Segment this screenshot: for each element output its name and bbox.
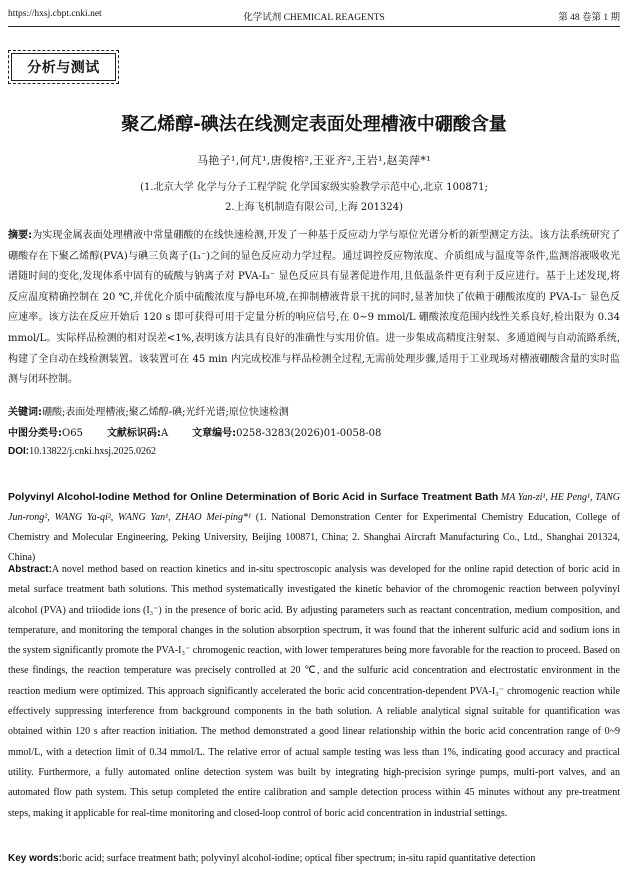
abstract-english — [8, 560, 620, 824]
abstract-label-en: Abstract: — [8, 564, 52, 575]
abstract-text-zh: 为实现金属表面处理槽液中常量硼酸的在线快速检测,开发了一种基于反应动力学与原位光谱分析的新型测定方法。该方法系统研究了硼酸存在下聚乙烯醇(PVA)与碘三负离子(I₃⁻)之间的显色反应动力学过程。通过调控反应物浓度、介质组成与温度等条件,监测溶液吸收光谱随时间的变化,发现体系中固有的硫酸与钠离子对 PVA-I₃⁻ 显色反应具有显著促进作用,且低温条件更有利于反应进行。基于上述发现,将反应温度精确控制在 20 ℃,并优化介质中硫酸浓度与静电环境,在抑制槽液背景干扰的同时,显著加快了依赖于硼酸浓度的 PVA-I₃⁻ 显色反应速率。该方法在反应开始后 120 s 即可获得可用于定量分析的响应信号,在 0~9 mmol/L 硼酸浓度范围内线性关系良好,检出限为 0.34 mmol/L。实际样品检测的相对误差<1%,表明该方法具有良好的准确性与实用价值。进一步集成高精度注射泵、多通道阀与自动流路系统,构建了全自动在线检测装置。该装置可在 45 min 内完成校准与样品检测全过程,无需前处理步骤,适用于工业现场对槽液硼酸含量的实时监测与闭环控制。 — [8, 230, 621, 386]
keywords-label-zh: 关键词: — [8, 407, 42, 418]
english-affiliations: (1. National Demonstration Center for Experimental Chemistry Education, College of Chemistry and Molecular Engineering, Peking University, Beijing 100871, China; 2. Shanghai Aircraft Manufacturing Co., Ltd., Shanghai 201324, China) — [8, 512, 620, 563]
issue-number: 第 48 卷第 1 期 — [558, 13, 620, 23]
header-divider — [8, 26, 620, 27]
english-authors: MA Yan-zi¹, HE Peng¹, TANG Jun-rong², WANG Ya-qi², WANG Yan¹, ZHAO Mei-ping*¹ — [8, 492, 621, 523]
clc-value: O65 — [62, 428, 83, 439]
classification-line — [8, 424, 381, 439]
running-header — [8, 9, 620, 23]
clc-label: 中图分类号: — [8, 428, 62, 439]
article-number-label: 文章编号: — [192, 428, 237, 439]
english-title: Polyvinyl Alcohol-Iodine Method for Online Determination of Boric Acid in Surface Treatment Bath — [8, 491, 499, 503]
section-tag — [8, 50, 119, 84]
english-title-block — [8, 487, 620, 568]
affiliation-line-2: 2.上海飞机制造有限公司,上海 201324) — [225, 202, 403, 213]
keywords-chinese — [8, 403, 620, 418]
keywords-english — [8, 853, 620, 864]
abstract-text-en: A novel method based on reaction kinetics and in-situ spectroscopic analysis was developed for the online rapid detection of boric acid in metal surface treatment bath solutions. This method systematically investigated the kinetic behavior of the chromogenic reaction between polyvinyl alcohol (PVA) and triiodide ions (I₃⁻) in the presence of boric acid. By adjusting parameters such as reactant concentration, medium composition, and temperature, and monitoring the temporal changes in the solution absorption spectrum, it was found that the inherent sulfuric acid and sodium ions in the system significantly promote the PVA-I₃⁻ chromogenic reaction, with lower temperatures being more favorable for the reaction to proceed. Based on these findings, the reaction temperature was precisely controlled at 20 ℃, and the sulfuric acid concentration and electrostatic environment in the reaction medium were optimized. This approach significantly accelerated the boric acid concentration-dependent PVA-I₃⁻ chromogenic reaction while effectively suppressing interference from background components in the bath solution. A reliable analytical signal suitable for quantification was obtained within 120 s after reaction initiation. The method demonstrated a good linear relationship within the boric acid concentration range of 0~9 mmol/L, with a detection limit of 0.34 mmol/L. The relative error of actual sample testing was less than 1%, indicating good accuracy and practical utility. Furthermore, a fully automated online detection system was built by integrating high-precision syringe pumps, multi-port valves, and an automated flow path system. This setup completed the entire calibration and sample detection process within 45 minutes without any pre-treatment steps, making it applicable for real-time monitoring and closed-loop control of boric acid concentration in industrial settings. — [8, 564, 620, 819]
abstract-label-zh: 摘要: — [8, 230, 33, 241]
doc-code-label: 文献标识码: — [106, 428, 161, 439]
keywords-label-en: Key words: — [8, 853, 62, 864]
journal-name: 化学试剂 CHEMICAL REAGENTS — [243, 13, 385, 23]
doi-link[interactable]: 10.13822/j.cnki.hxsj.2025.0262 — [29, 446, 157, 457]
affiliation-line-1: (1.北京大学 化学与分子工程学院 化学国家级实验教学示范中心,北京 100871; — [140, 182, 488, 193]
doi-label: DOI: — [8, 446, 30, 457]
article-title: 聚乙烯醇-碘法在线测定表面处理槽液中硼酸含量 — [121, 114, 507, 135]
author-list: 马艳子¹,何芃¹,唐俊榕²,王亚齐²,王岩¹,赵美萍*¹ — [197, 154, 431, 167]
doi-line — [8, 446, 156, 457]
keywords-text-zh: 硼酸;表面处理槽液;聚乙烯醇-碘;光纤光谱;原位快速检测 — [42, 407, 289, 418]
journal-url[interactable]: https://hxsj.cbpt.cnki.net — [8, 9, 102, 19]
section-tag-label: 分析与测试 — [11, 53, 116, 81]
doc-code-value: A — [160, 428, 169, 439]
abstract-chinese — [8, 226, 620, 391]
keywords-text-en: boric acid; surface treatment bath; polyvinyl alcohol-iodine; optical fiber spectrum; in-situ rapid quantitative detection — [61, 853, 536, 864]
article-number-value: 0258-3283(2026)01-0058-08 — [236, 428, 382, 439]
